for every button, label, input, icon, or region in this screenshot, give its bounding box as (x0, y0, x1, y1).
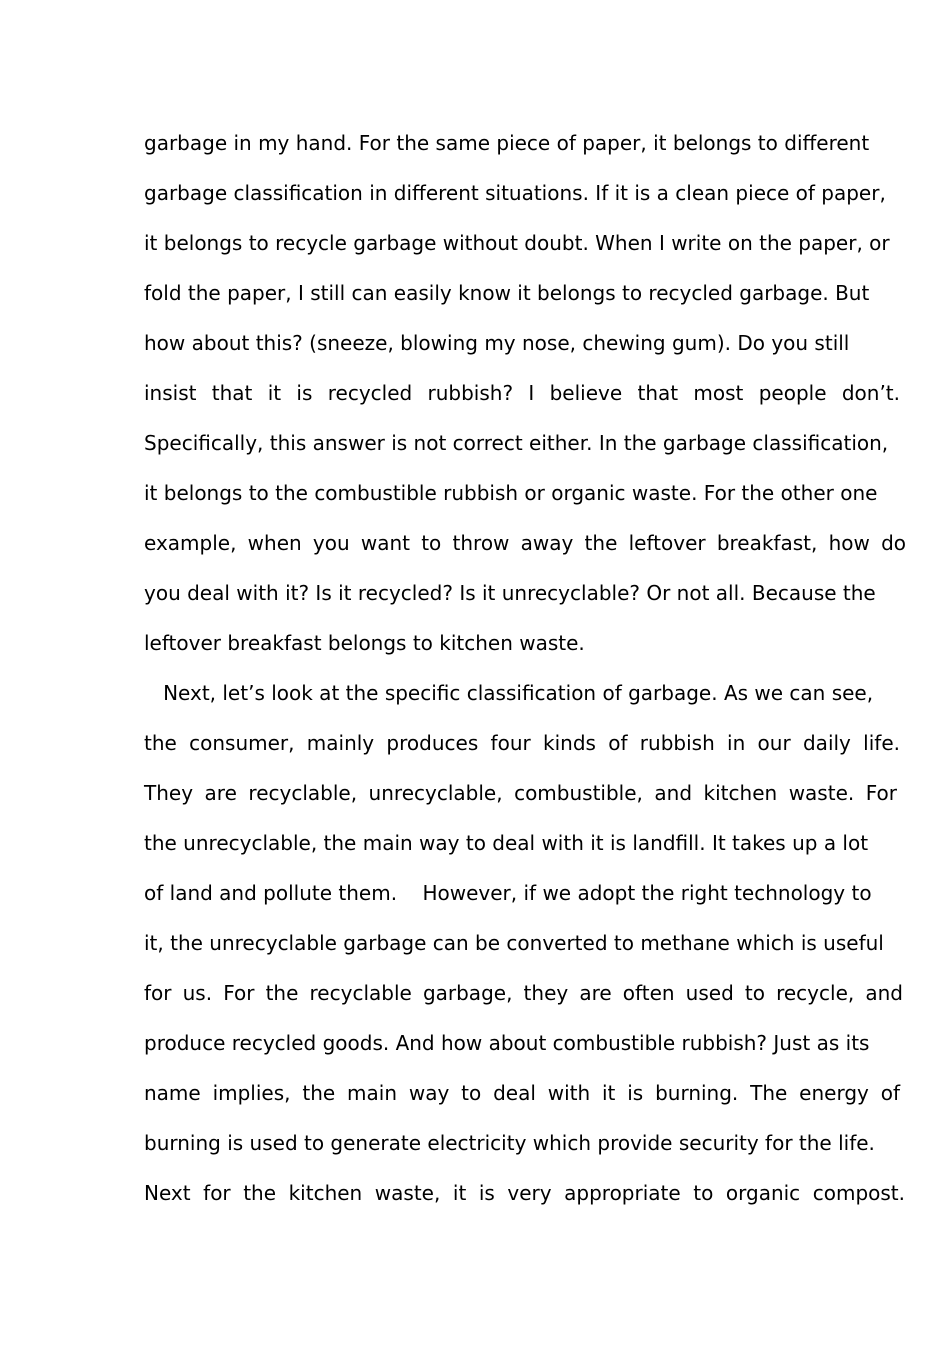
text-line: Next for the kitchen waste, it is very appropriate to organic compost. (144, 1181, 905, 1205)
text-line: you deal with it? Is it recycled? Is it unrecyclable? Or not all. Because the (144, 581, 876, 605)
text-line: leftover breakfast belongs to kitchen waste. (144, 631, 585, 655)
text-line: fold the paper, I still can easily know it belongs to recycled garbage. But (144, 281, 870, 305)
text-line: garbage in my hand. For the same piece of paper, it belongs to different (144, 131, 870, 155)
text-line: garbage classification in different situations. If it is a clean piece of paper, (144, 181, 886, 205)
text-line: Next, let’s look at the specific classification of garbage. As we can see, (144, 681, 874, 705)
text-line: it, the unrecyclable garbage can be converted to methane which is useful (144, 931, 884, 955)
text-line: They are recyclable, unrecyclable, combustible, and kitchen waste. For (144, 781, 897, 805)
text-line: name implies, the main way to deal with it is burning. The energy of (144, 1081, 900, 1105)
text-line: Specifically, this answer is not correct either. In the garbage classification, (144, 431, 889, 455)
text-line: insist that it is recycled rubbish? I believe that most people don’t. (144, 381, 900, 405)
text-line: it belongs to the combustible rubbish or organic waste. For the other one (144, 481, 878, 505)
text-line: produce recycled goods. And how about combustible rubbish? Just as its (144, 1031, 870, 1055)
text-line: burning is used to generate electricity which provide security for the life. (144, 1131, 875, 1155)
text-line: it belongs to recycle garbage without doubt. When I write on the paper, or (144, 231, 890, 255)
text-line: how about this? (sneeze, blowing my nose, chewing gum). Do you still (144, 331, 850, 355)
text-line: example, when you want to throw away the leftover breakfast, how do (144, 531, 906, 555)
text-line: the unrecyclable, the main way to deal with it is landfill. It takes up a lot (144, 831, 869, 855)
text-line: for us. For the recyclable garbage, they are often used to recycle, and (144, 981, 903, 1005)
body-text (144, 118, 934, 1218)
text-line: the consumer, mainly produces four kinds of rubbish in our daily life. (144, 731, 900, 755)
text-line: of land and pollute them. However, if we adopt the right technology to (144, 881, 872, 905)
